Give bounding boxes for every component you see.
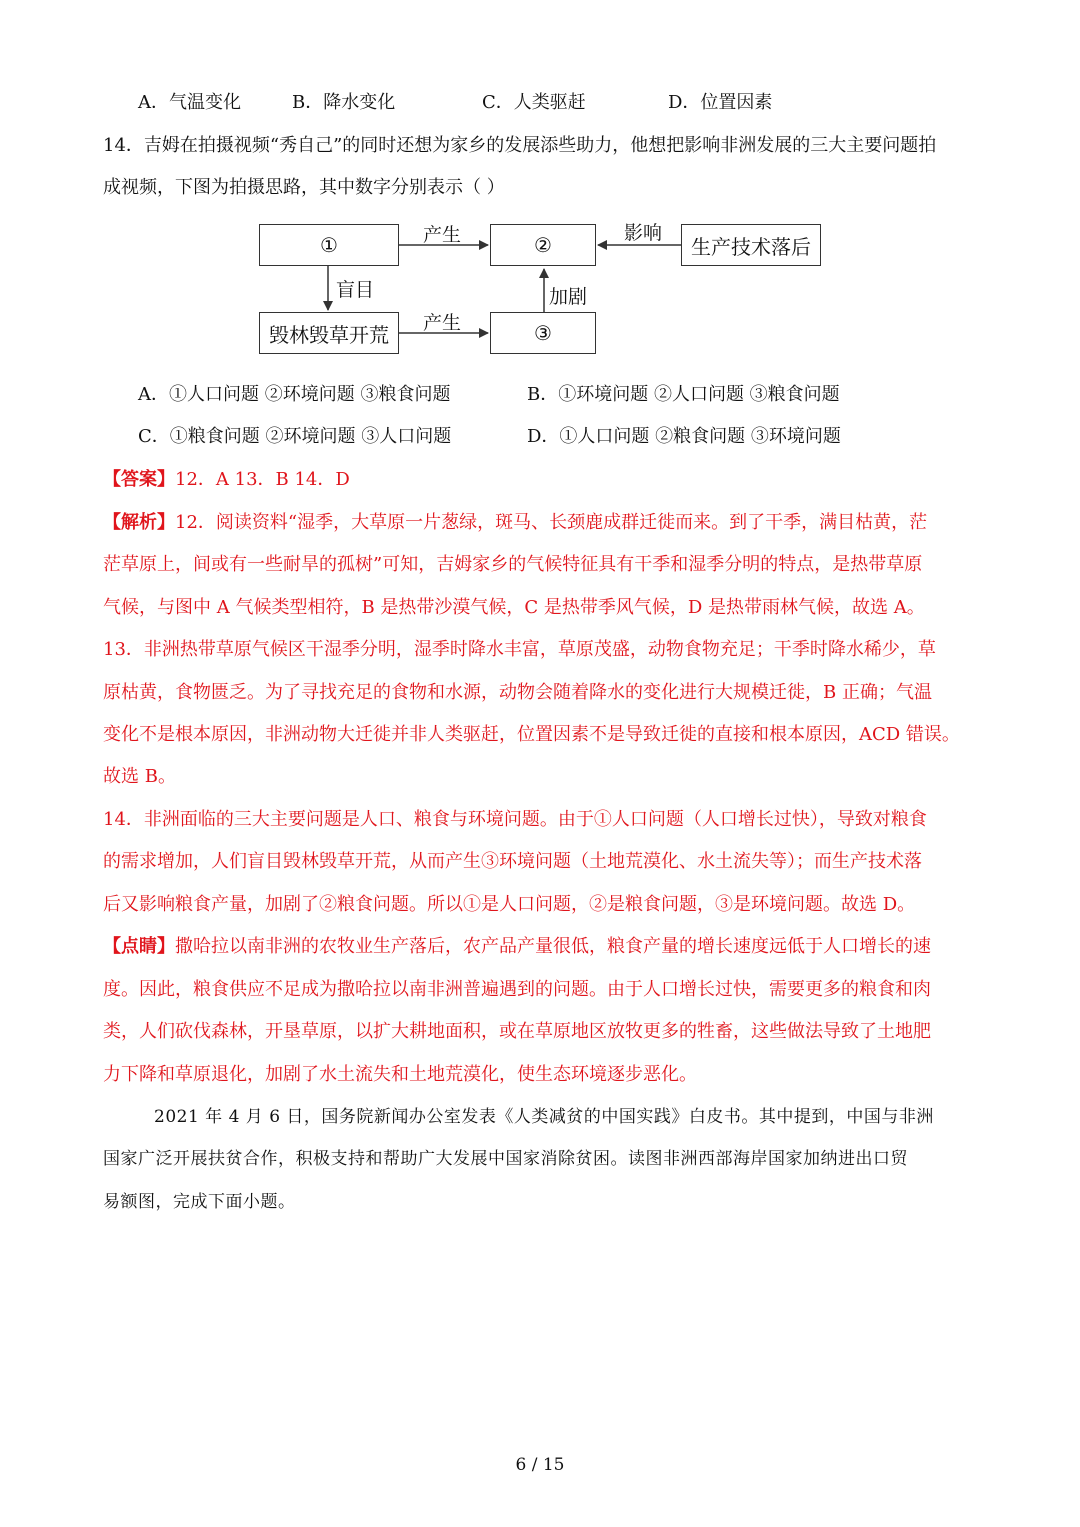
label-influence: 影响 bbox=[624, 222, 663, 244]
analysis-line9: 的需求增加，人们盲目毁林毁草开荒，从而产生③环境问题（土地荒漠化、水土流失等）；而生产技术落 bbox=[103, 851, 922, 872]
diagram-box-3: ③ bbox=[490, 312, 596, 354]
analysis-tag: 【解析】 bbox=[103, 512, 175, 533]
intro-line3: 易额图，完成下面小题。 bbox=[103, 1192, 296, 1212]
answer-line bbox=[103, 468, 350, 492]
analysis-line8: 14．非洲面临的三大主要问题是人口、粮食与环境问题。由于①人口问题（人口增长过快），导致对粮食 bbox=[103, 809, 927, 830]
diagram-box-2: ② bbox=[490, 224, 596, 266]
analysis-line2: 茫草原上，间或有一些耐旱的孤树”可知，吉姆家乡的气候特征具有干季和湿季分明的特点，是热带草原 bbox=[103, 554, 923, 575]
question-14-line1: 14．吉姆在拍摄视频“秀自己”的同时还想为家乡的发展添些助力，他想把影响非洲发展的三大主要问题拍 bbox=[103, 135, 937, 156]
option-14c: C．①粮食问题 ②环境问题 ③人口问题 bbox=[138, 426, 452, 447]
analysis-line3: 气候，与图中 A 气候类型相符，B 是热带沙漠气候，C 是热带季风气候，D 是热带雨林气候，故选 A。 bbox=[103, 597, 925, 618]
analysis-line6: 变化不是根本原因，非洲动物大迁徙并非人类驱赶，位置因素不是导致迁徙的直接和根本原因，ACD 错误。 bbox=[103, 724, 960, 745]
diagram-box-5: 毁林毁草开荒 bbox=[259, 312, 399, 354]
option-c: C．人类驱赶 bbox=[482, 92, 586, 113]
option-b: B．降水变化 bbox=[292, 92, 396, 113]
label-produce-bottom: 产生 bbox=[423, 312, 462, 334]
diagram-box-1: ① bbox=[259, 224, 399, 266]
comment-line3: 类，人们砍伐森林，开垦草原，以扩大耕地面积，或在草原地区放牧更多的牲畜，这些做法导致了土地肥 bbox=[103, 1021, 931, 1042]
comment-line4: 力下降和草原退化，加剧了水土流失和土地荒漠化，使生态环境逐步恶化。 bbox=[103, 1064, 697, 1085]
intro-line1: 2021 年 4 月 6 日，国务院新闻办公室发表《人类减贫的中国实践》白皮书。其中提到，中国与非洲 bbox=[154, 1107, 934, 1127]
comment-tag: 【点睛】 bbox=[103, 936, 175, 957]
option-d: D．位置因素 bbox=[668, 92, 773, 113]
analysis-line5: 原枯黄，食物匮乏。为了寻找充足的食物和水源，动物会随着降水的变化进行大规模迁徙，B 正确；气温 bbox=[103, 682, 932, 703]
intro-line2: 国家广泛开展扶贫合作，积极支持和帮助广大发展中国家消除贫困。读图非洲西部海岸国家加纳进出口贸 bbox=[103, 1149, 908, 1169]
comment-line2: 度。因此，粮食供应不足成为撒哈拉以南非洲普遍遇到的问题。由于人口增长过快，需要更多的粮食和肉 bbox=[103, 979, 931, 1000]
analysis-line1 bbox=[103, 511, 927, 535]
option-14b: B．①环境问题 ②人口问题 ③粮食问题 bbox=[527, 384, 840, 405]
answer-text: 12．A 13．B 14．D bbox=[175, 469, 350, 490]
question-14-line2: 成视频，下图为拍摄思路，其中数字分别表示（ ） bbox=[103, 177, 505, 198]
comment-text-1: 撒哈拉以南非洲的农牧业生产落后，农产品产量很低，粮食产量的增长速度远低于人口增长的速 bbox=[175, 936, 931, 957]
option-a: A．气温变化 bbox=[138, 92, 241, 113]
option-14d: D．①人口问题 ②粮食问题 ③环境问题 bbox=[527, 426, 841, 447]
analysis-line4: 13．非洲热带草原气候区干湿季分明，湿季时降水丰富，草原茂盛，动物食物充足；干季时降水稀少，草 bbox=[103, 639, 936, 660]
analysis-line10: 后又影响粮食产量，加剧了②粮食问题。所以①是人口问题，②是粮食问题，③是环境问题。故选 D。 bbox=[103, 894, 916, 915]
label-produce-top: 产生 bbox=[423, 224, 462, 246]
label-aggravate: 加剧 bbox=[549, 286, 588, 308]
analysis-line7: 故选 B。 bbox=[103, 766, 176, 787]
page-number: 6 / 15 bbox=[515, 1455, 565, 1475]
label-blind: 盲目 bbox=[336, 279, 375, 301]
analysis-text-1: 12．阅读资料“湿季，大草原一片葱绿，斑马、长颈鹿成群迁徙而来。到了干季，满目枯黄，茫 bbox=[175, 512, 928, 533]
comment-line1 bbox=[103, 935, 931, 959]
answer-tag: 【答案】 bbox=[103, 469, 175, 490]
option-14a: A．①人口问题 ②环境问题 ③粮食问题 bbox=[138, 384, 451, 405]
diagram-box-4: 生产技术落后 bbox=[681, 224, 821, 266]
